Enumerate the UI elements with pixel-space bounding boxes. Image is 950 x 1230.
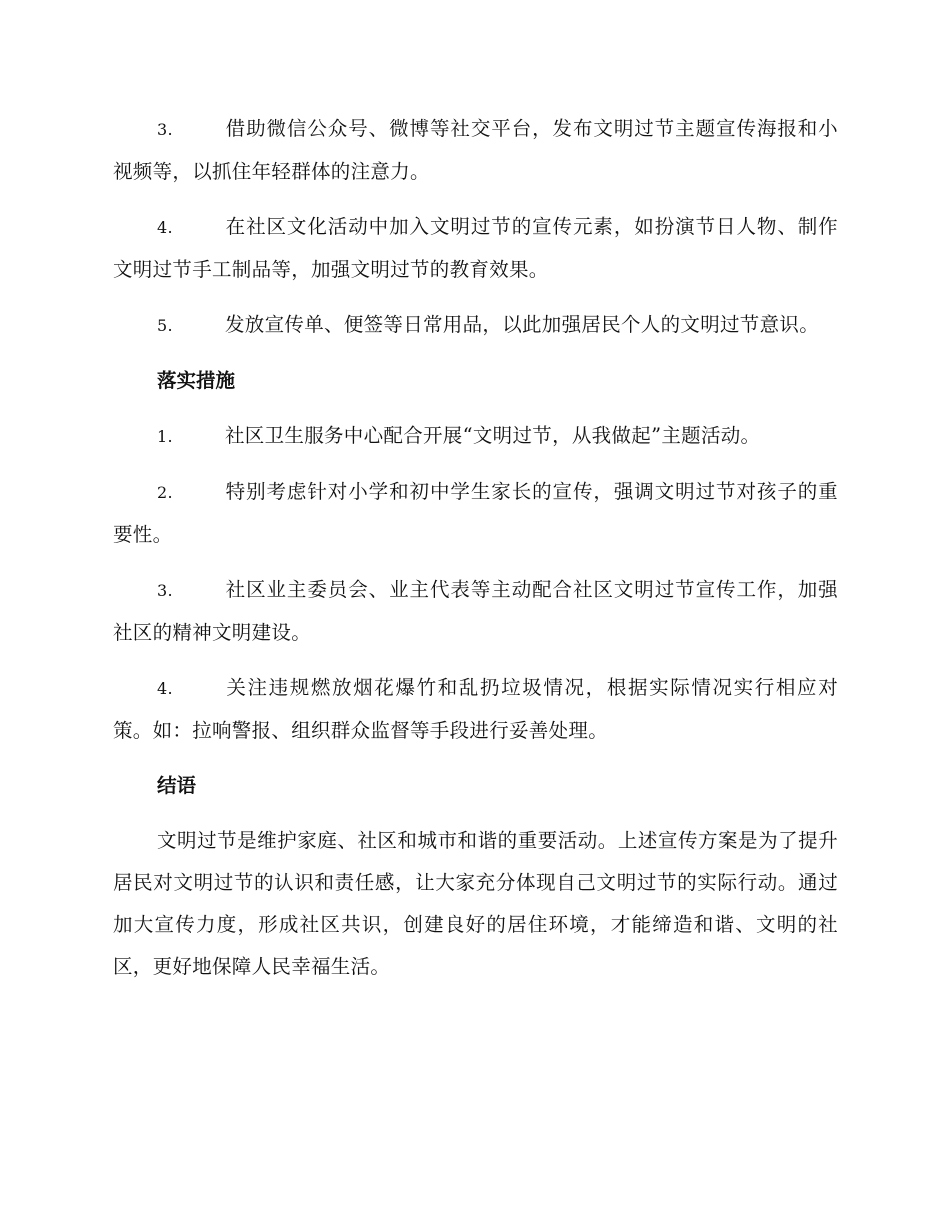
section-heading-conclusion: 结语 <box>157 774 197 797</box>
list-item <box>113 471 838 556</box>
list-item-text: 在社区文化活动中加入文明过节的宣传元素，如扮演节日人物、制作文明过节手工制品等，加强文明过节的教育效果。 <box>113 215 838 281</box>
list-item-text: 借助微信公众号、微博等社交平台，发布文明过节主题宣传海报和小视频等，以抓住年轻群体的注意力。 <box>113 117 838 183</box>
list-item <box>113 667 838 752</box>
list-item-number: 3. <box>157 120 173 139</box>
list-item-number: 3. <box>157 581 173 600</box>
list-item-number: 2. <box>157 483 173 502</box>
list-item-text: 社区卫生服务中心配合开展“文明过节，从我做起”主题活动。 <box>225 424 761 447</box>
list-item-number: 4. <box>157 679 173 698</box>
list-item <box>113 108 838 193</box>
list-item-text: 特别考虑针对小学和初中学生家长的宣传，强调文明过节对孩子的重要性。 <box>113 480 838 546</box>
list-item-number: 1. <box>157 427 173 446</box>
document-content <box>113 108 838 1001</box>
list-item-text: 发放宣传单、便签等日常用品，以此加强居民个人的文明过节意识。 <box>225 313 820 336</box>
list-item-text: 社区业主委员会、业主代表等主动配合社区文明过节宣传工作，加强社区的精神文明建设。 <box>113 578 838 644</box>
list-item <box>113 304 838 347</box>
list-item-text: 关注违规燃放烟花爆竹和乱扔垃圾情况，根据实际情况实行相应对策。如：拉响警报、组织群众监督等手段进行妥善处理。 <box>113 676 838 742</box>
conclusion-paragraph: 文明过节是维护家庭、社区和城市和谐的重要活动。上述宣传方案是为了提升居民对文明过节的认识和责任感，让大家充分体现自己文明过节的实际行动。通过加大宣传力度，形成社区共识，创建良好的居住环境，才能缔造和谐、文明的社区，更好地保障人民幸福生活。 <box>113 829 838 978</box>
list-item <box>113 206 838 291</box>
list-item-number: 4. <box>157 218 173 237</box>
list-item <box>113 569 838 654</box>
list-item-number: 5. <box>157 316 173 335</box>
list-item <box>113 415 838 458</box>
section-heading-measures: 落实措施 <box>157 369 236 392</box>
